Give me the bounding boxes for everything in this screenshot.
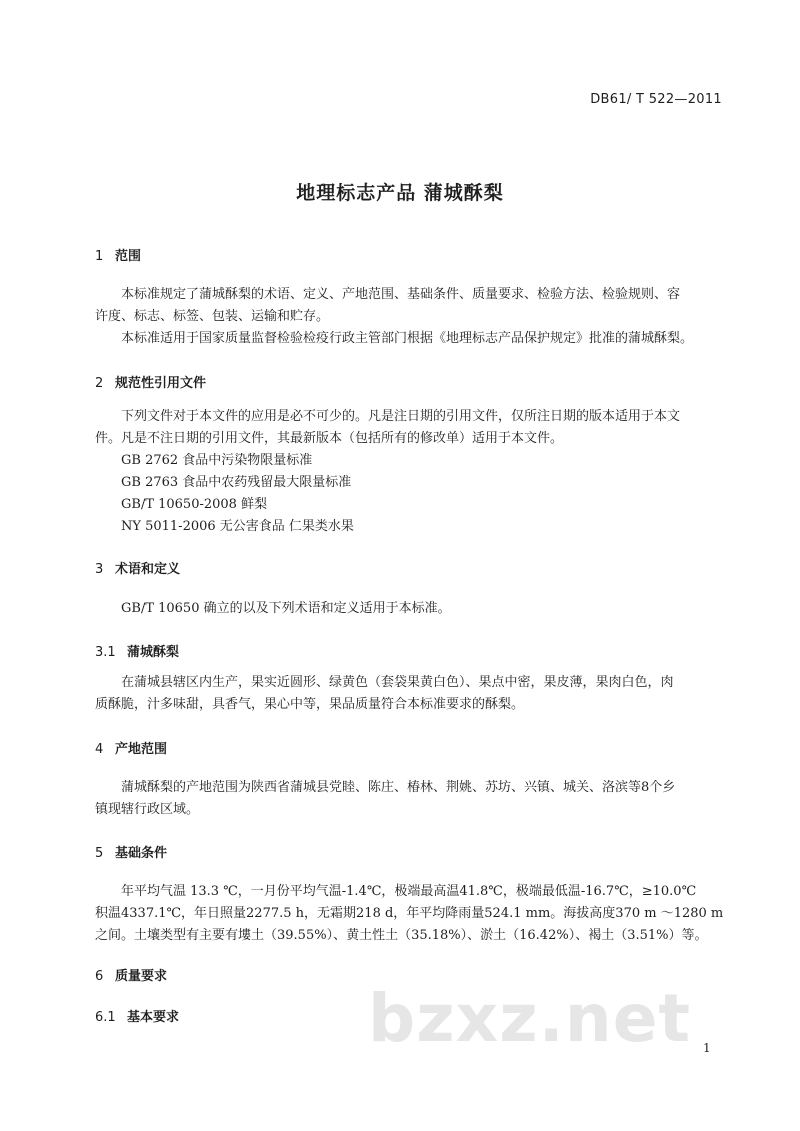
- section-6-heading: [95, 965, 167, 984]
- section-3-1-paragraph-line-1: 在蒲城县辖区内生产，果实近圆形、绿黄色（套袋果黄白色）、果点中密，果皮薄，果肉白色，肉: [121, 675, 674, 690]
- reference-item: GB/T 10650-2008 鲜梨: [121, 497, 268, 512]
- section-title: 范围: [115, 249, 142, 264]
- section-5-paragraph-line-3: 之间。土壤类型有主要有塿土（39.55%）、黄土性土（35.18%）、淤土（16.42%）、褐土（3.51%）等。: [95, 928, 708, 943]
- reference-item: NY 5011-2006 无公害食品 仁果类水果: [121, 519, 354, 534]
- section-title: 规范性引用文件: [115, 376, 207, 391]
- watermark: bzxz.net: [368, 980, 692, 1057]
- page-number: 1: [703, 1041, 711, 1055]
- section-title: 基础条件: [115, 846, 168, 861]
- section-number: 1: [95, 249, 104, 264]
- section-title: 蒲城酥梨: [127, 645, 180, 660]
- section-number: 6.1: [95, 1010, 116, 1025]
- section-number: 2: [95, 376, 104, 391]
- section-1-paragraph-1-line-1: 本标准规定了蒲城酥梨的术语、定义、产地范围、基础条件、质量要求、检验方法、检验规则、容: [121, 287, 681, 302]
- section-2-paragraph-1-line-1: 下列文件对于本文件的应用是必不可少的。凡是注日期的引用文件，仅所注日期的版本适用于本文: [121, 409, 681, 424]
- section-1-heading: [95, 245, 141, 264]
- section-number: 6: [95, 969, 104, 984]
- section-1-paragraph-2: 本标准适用于国家质量监督检验检疫行政主管部门根据《地理标志产品保护规定》批准的蒲城酥梨。: [121, 331, 694, 346]
- section-number: 3.1: [95, 645, 116, 660]
- document-title: 地理标志产品 蒲城酥梨: [296, 182, 504, 204]
- section-6-1-heading: [95, 1006, 179, 1025]
- document-code: DB61/ T 522—2011: [590, 92, 722, 107]
- reference-item: GB 2762 食品中污染物限量标准: [121, 453, 313, 468]
- section-number: 5: [95, 846, 104, 861]
- section-3-heading: [95, 558, 180, 577]
- section-5-paragraph-line-1: 年平均气温 13.3 ℃，一月份平均气温-1.4℃，极端最高温41.8℃，极端最低温-16.7℃，≥10.0℃: [121, 884, 697, 899]
- section-4-paragraph-line-1: 蒲城酥梨的产地范围为陕西省蒲城县党睦、陈庄、椿林、荆姚、苏坊、兴镇、城关、洛滨等8个乡: [121, 780, 676, 795]
- section-number: 4: [95, 742, 104, 757]
- section-3-paragraph-1: GB/T 10650 确立的以及下列术语和定义适用于本标准。: [121, 601, 451, 616]
- section-5-paragraph-line-2: 积温4337.1℃，年日照量2277.5 h，无霜期218 d，年平均降雨量524.1 mm。海拔高度370 m ～1280 m: [95, 906, 724, 921]
- section-title: 基本要求: [127, 1010, 180, 1025]
- section-1-paragraph-1-line-2: 许度、标志、标签、包装、运输和贮存。: [95, 309, 330, 324]
- section-number: 3: [95, 562, 104, 577]
- section-title: 质量要求: [115, 969, 168, 984]
- section-3-1-heading: [95, 641, 179, 660]
- section-title: 术语和定义: [115, 562, 181, 577]
- section-2-paragraph-1-line-2: 件。凡是不注日期的引用文件，其最新版本（包括所有的修改单）适用于本文件。: [95, 431, 564, 446]
- section-2-heading: [95, 372, 206, 391]
- section-5-heading: [95, 842, 167, 861]
- section-4-heading: [95, 738, 167, 757]
- reference-item: GB 2763 食品中农药残留最大限量标准: [121, 475, 352, 490]
- section-4-paragraph-line-2: 镇现辖行政区域。: [95, 802, 200, 817]
- section-3-1-paragraph-line-2: 质酥脆，汁多味甜，具香气，果心中等，果品质量符合本标准要求的酥梨。: [95, 697, 525, 712]
- section-title: 产地范围: [115, 742, 168, 757]
